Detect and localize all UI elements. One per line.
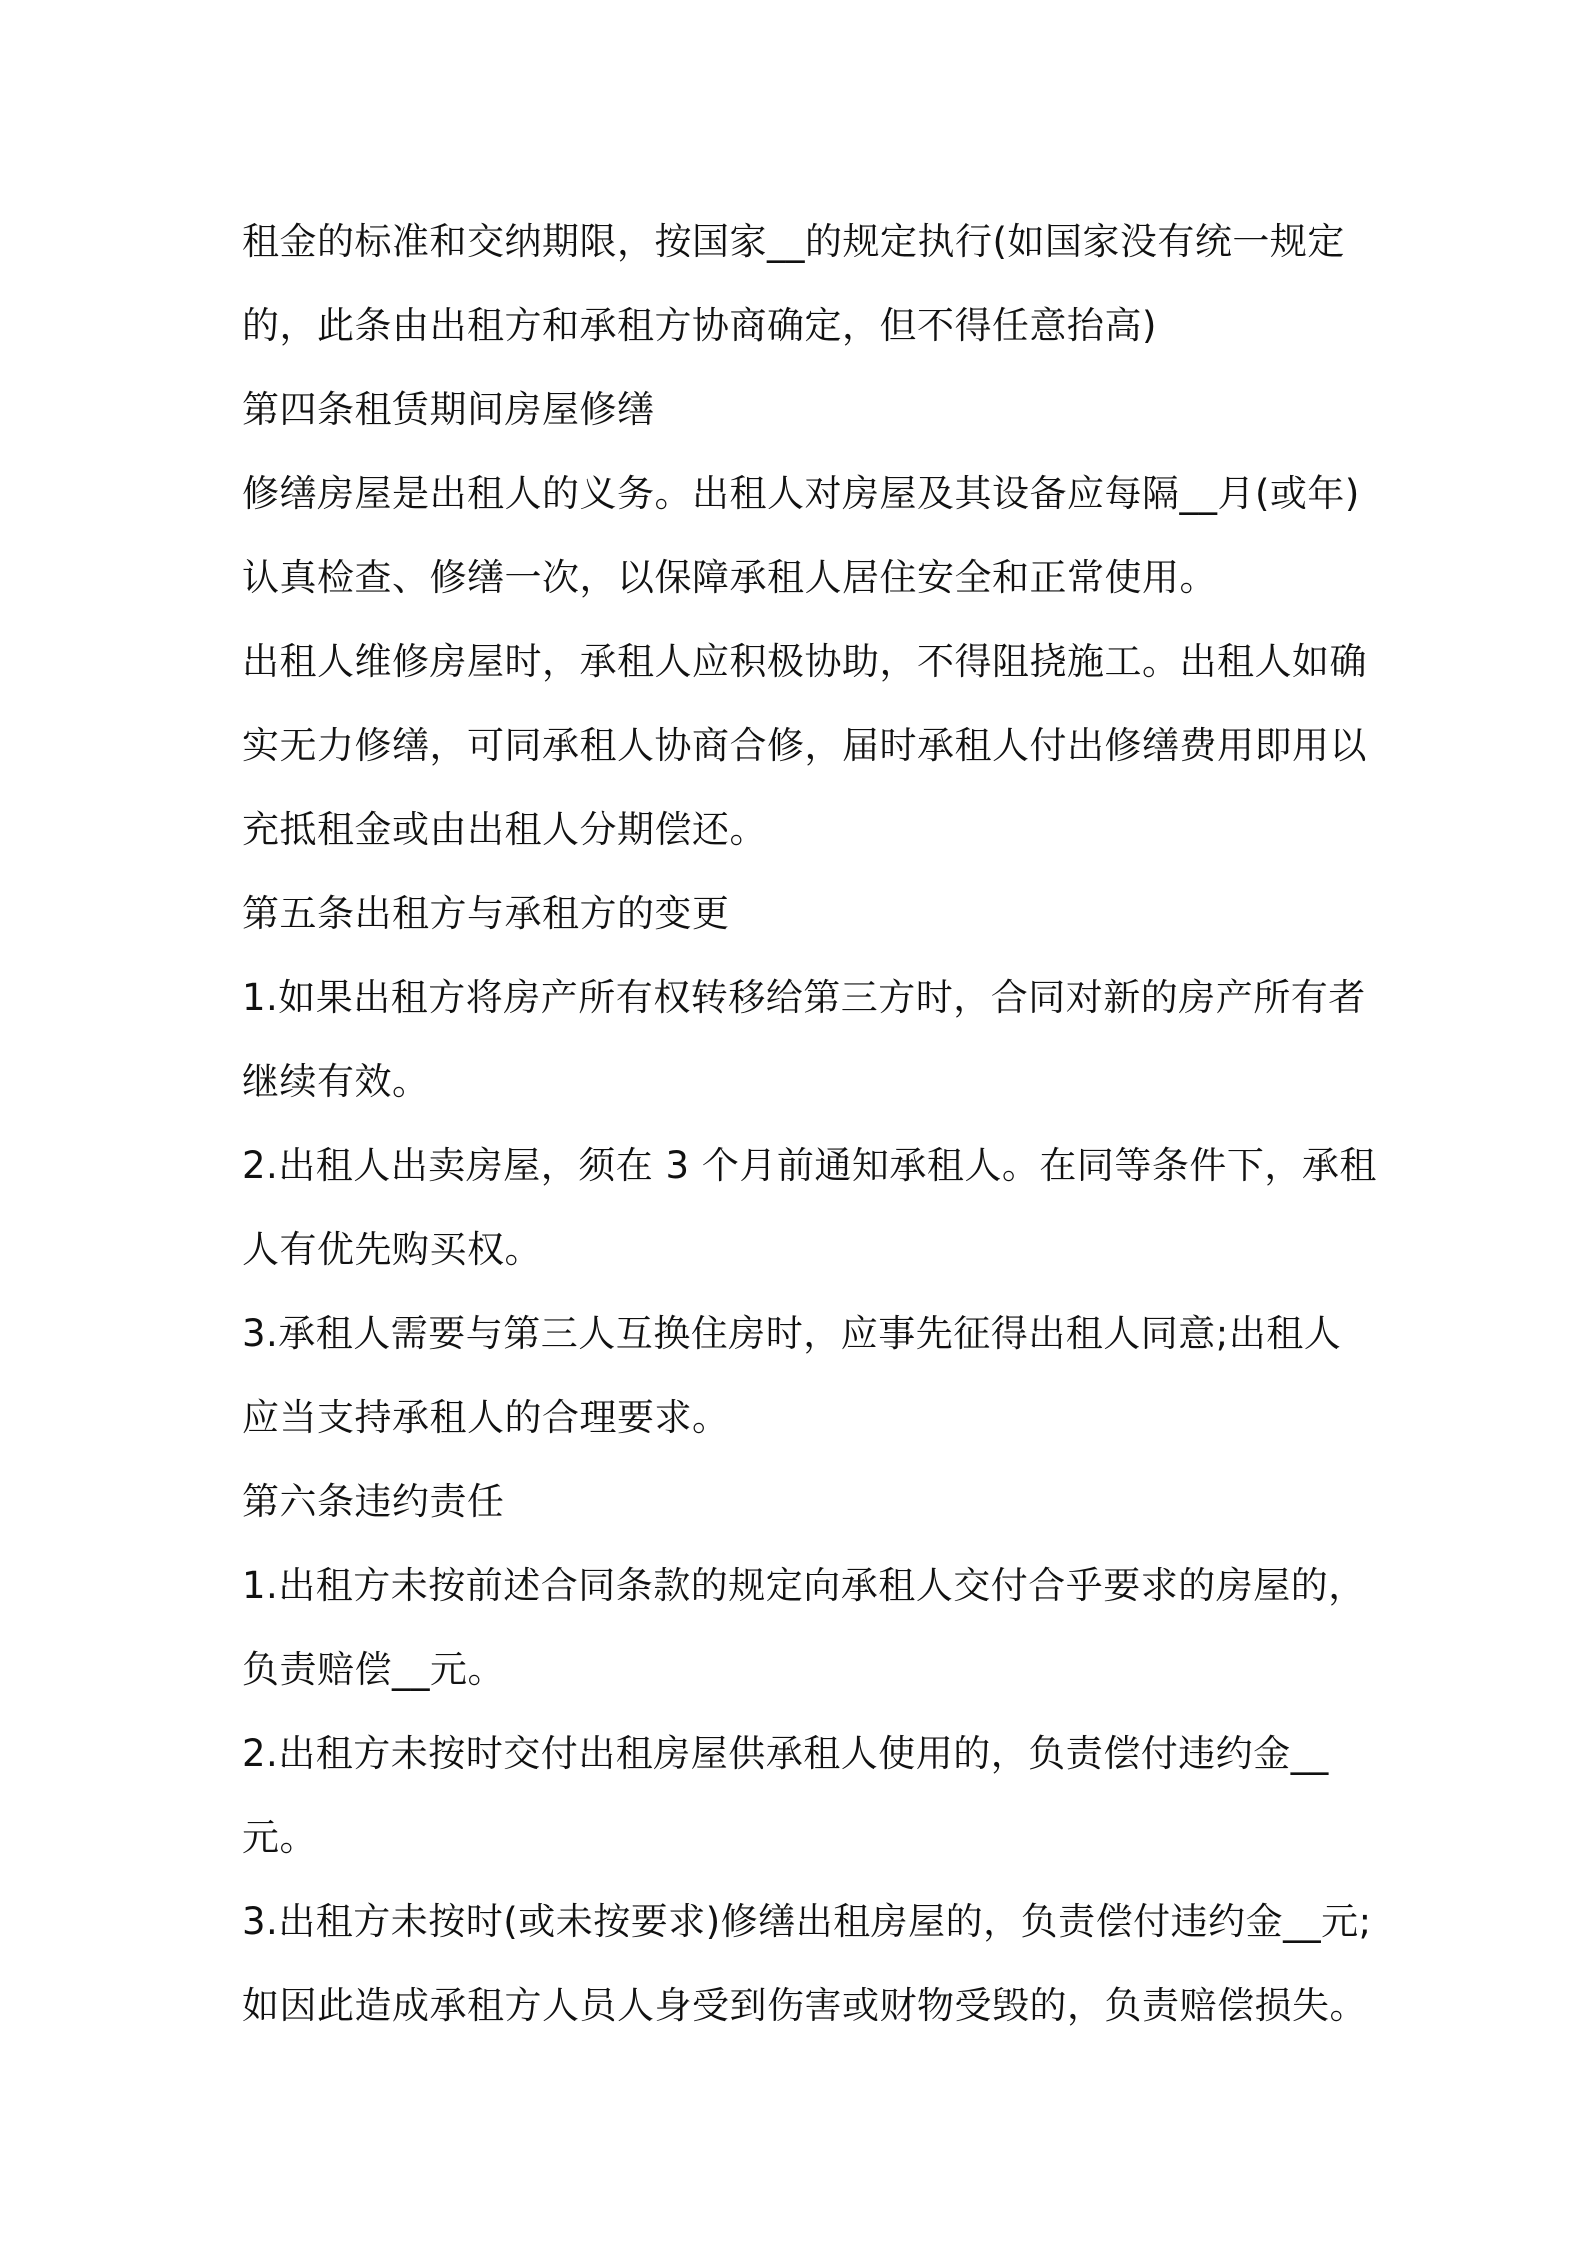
clause-6-3-line: 3.出租方未按时(或未按要求)修缮出租房屋的，负责偿付违约金__元;	[242, 1900, 1372, 1943]
clause-5-3-line: 3.承租人需要与第三人互换住房时，应事先征得出租人同意;出租人	[242, 1312, 1342, 1355]
clause-6-1-line: 负责赔偿__元。	[242, 1648, 505, 1691]
body-text-line: 修缮房屋是出租人的义务。出租人对房屋及其设备应每隔__月(或年)	[242, 472, 1360, 515]
clause-5-2-line: 2.出租人出卖房屋，须在 3 个月前通知承租人。在同等条件下，承租	[242, 1144, 1377, 1187]
clause-5-2-line: 人有优先购买权。	[242, 1228, 542, 1271]
body-text-line: 充抵租金或由出租人分期偿还。	[242, 808, 767, 851]
article-6-heading: 第六条违约责任	[242, 1480, 505, 1523]
clause-6-3-line: 如因此造成承租方人员人身受到伤害或财物受毁的，负责赔偿损失。	[242, 1984, 1367, 2027]
clause-6-2-line: 2.出租方未按时交付出租房屋供承租人使用的，负责偿付违约金__	[242, 1732, 1329, 1775]
body-text-line: 认真检查、修缮一次，以保障承租人居住安全和正常使用。	[242, 556, 1217, 599]
clause-5-3-line: 应当支持承租人的合理要求。	[242, 1396, 730, 1439]
article-5-heading: 第五条出租方与承租方的变更	[242, 892, 730, 935]
clause-6-1-line: 1.出租方未按前述合同条款的规定向承租人交付合乎要求的房屋的，	[242, 1564, 1366, 1607]
body-text-line: 实无力修缮，可同承租人协商合修，届时承租人付出修缮费用即用以	[242, 724, 1367, 767]
document-body	[242, 200, 1377, 2048]
body-text-line: 出租人维修房屋时，承租人应积极协助，不得阻挠施工。出租人如确	[242, 640, 1367, 683]
body-text-line: 的，此条由出租方和承租方协商确定，但不得任意抬高)	[242, 304, 1157, 347]
clause-5-1-line: 继续有效。	[242, 1060, 430, 1103]
clause-6-2-line: 元。	[242, 1816, 317, 1859]
body-text-line: 租金的标准和交纳期限，按国家__的规定执行(如国家没有统一规定	[242, 220, 1345, 263]
clause-5-1-line: 1.如果出租方将房产所有权转移给第三方时，合同对新的房产所有者	[242, 976, 1366, 1019]
article-4-heading: 第四条租赁期间房屋修缮	[242, 388, 655, 431]
